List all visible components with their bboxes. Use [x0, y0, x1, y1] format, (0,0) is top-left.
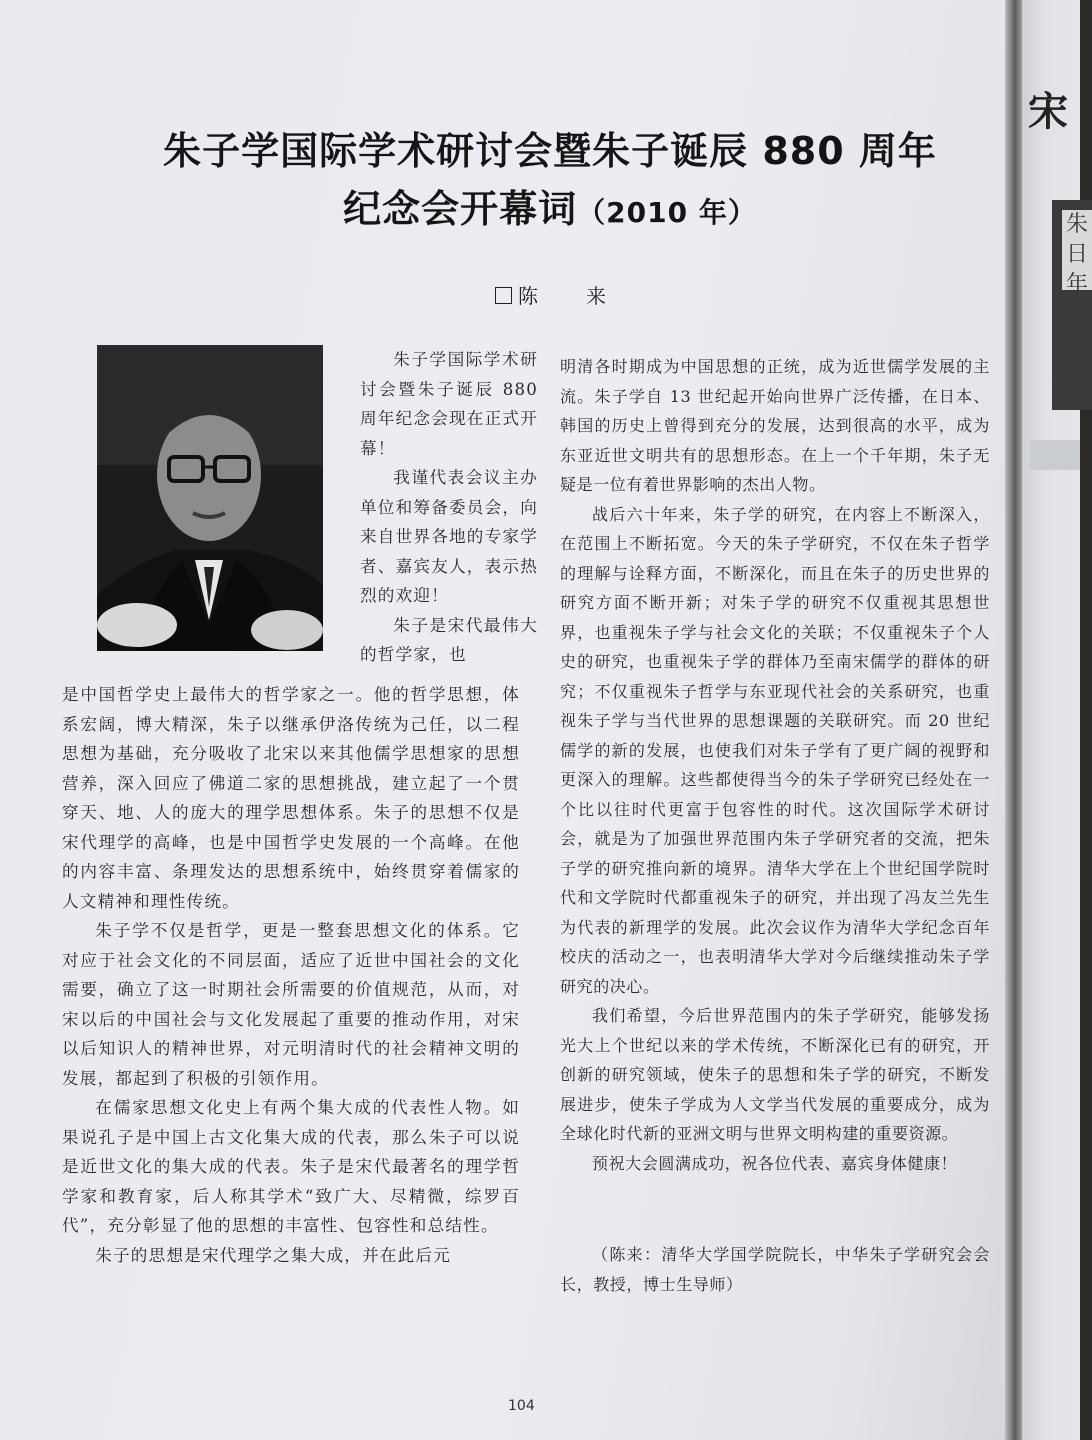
paragraph-research: 战后六十年来，朱子学的研究，在内容上不断深入，在范围上不断拓宽。今天的朱子学研究，不仅在朱子哲学的理解与诠释方面，不断深化，而且在朱子的历史世界的研究方面不断开新；对朱子学的研究不仅重视其思想世界，也重视朱子学与社会文化的关联；不仅重视朱子个人史的研究，也重视朱子学的群体乃至南宋儒学的群体的研究；不仅重视朱子哲学与东亚现代社会的关系研究，也重视朱子学与当代世界的思想课题的关联研究。而 20 世纪儒学的新的发展，也使我们对朱子学有了更广阔的视野和更深入的理解。这些都使得当今的朱子学研究已经处在一个比以往时代更富于包容性的时代。这次国际学术研讨会，就是为了加强世界范围内朱子学研究者的交流，把朱子学的研究推向新的境界。清华大学在上个世纪国学院时代和文学院时代都重视朱子的研究，并出现了冯友兰先生为代表的新理学的发展。此次会议作为清华大学纪念百年校庆的活动之一，也表明清华大学对今后继续推动朱子学研究的决心。: [560, 504, 990, 996]
paragraph-opening: 朱子学国际学术研讨会暨朱子诞辰 880 周年纪念会现在正式开幕！: [360, 350, 538, 458]
author-name: 陈 来: [518, 284, 620, 308]
title-year: （2010 年）: [577, 196, 757, 229]
adjacent-heading: 宋: [1028, 88, 1068, 135]
title-line-2-text: 纪念会开幕词: [343, 187, 578, 231]
page-number: 104: [508, 1398, 535, 1414]
adjacent-strip: [1030, 440, 1080, 470]
paragraph-orthodoxy: 明清各时期成为中国思想的正统，成为近世儒学发展的主流。朱子学自 13 世纪起开始向世界广泛传播，在日本、韩国的历史上曾得到充分的发展，达到很高的水平，成为东亚近世文明共有的思想形态。在上一个千年期，朱子无疑是一位有着世界影响的杰出人物。: [560, 357, 990, 494]
paragraph-wishes: 预祝大会圆满成功，祝各位代表、嘉宾身体健康！: [592, 1153, 958, 1173]
author-byline: [495, 280, 620, 309]
paragraph-welcome: 我谨代表会议主办单位和筹备委员会，向来自世界各地的专家学者、嘉宾友人，表示热烈的欢迎！: [360, 468, 538, 605]
title-line-1: 朱子学国际学术研讨会暨朱子诞辰 880 周年: [163, 129, 937, 173]
paragraph-culture: 朱子学不仅是哲学，更是一整套思想文化的体系。它对应于社会文化的不同层面，适应了近世中国社会的文化需要，确立了这一时期社会所需要的价值规范，从而，对宋以后的中国社会与文化发展起了重要的推动作用，对宋以后知识人的精神世界，对元明清时代的社会精神文明的发展，都起到了积极的引领作用。: [62, 921, 520, 1088]
right-column: [560, 352, 990, 1299]
intro-column: [360, 345, 538, 670]
paragraph-continuation: 朱子的思想是宋代理学之集大成，并在此后元: [95, 1245, 452, 1265]
byline-box-icon: [495, 287, 512, 304]
author-bio: （陈来：清华大学国学院院长，中华朱子学研究会会长，教授，博士生导师）: [560, 1245, 990, 1294]
article-title: [130, 122, 970, 242]
title-line-2: [130, 180, 970, 242]
left-column: [62, 680, 520, 1270]
paragraph-hope: 我们希望，今后世界范围内的朱子学研究，能够发扬光大上个世纪以来的学术传统，不断深化已有的研究，开创新的研究领域，使朱子的思想和朱子学的研究，不断发展进步，使朱子学成为人文学当代发展的重要成分，成为全球化时代新的亚洲文明与世界文明构建的重要资源。: [560, 1006, 990, 1143]
portrait-illustration: [97, 345, 323, 651]
adjacent-page: [1022, 0, 1088, 1440]
paragraph-zhuzi-intro: 朱子是宋代最伟大的哲学家，也: [360, 615, 538, 664]
paragraph-confucius: 在儒家思想文化史上有两个集大成的代表性人物。如果说孔子是中国上古文化集大成的代表，那么朱子可以说是近世文化的集大成的代表。朱子是宋代最著名的理学哲学家和教育家，后人称其学术“致广大、尽精微，综罗百代”，充分彰显了他的思想的丰富性、包容性和总结性。: [62, 1098, 520, 1235]
adjacent-photo-caption: 朱日年: [1062, 210, 1092, 290]
author-portrait-photo: [97, 345, 323, 651]
paragraph-philosophy: 是中国哲学史上最伟大的哲学家之一。他的哲学思想，体系宏阔，博大精深，朱子以继承伊洛传统为己任，以二程思想为基础，充分吸收了北宋以来其他儒学思想家的思想营养，深入回应了佛道二家的思想挑战，建立起了一个贯穿天、地、人的庞大的理学思想体系。朱子的思想不仅是宋代理学的高峰，也是中国哲学史发展的一个高峰。在他的内容丰富、条理发达的思想系统中，始终贯穿着儒家的人文精神和理性传统。: [62, 685, 520, 911]
